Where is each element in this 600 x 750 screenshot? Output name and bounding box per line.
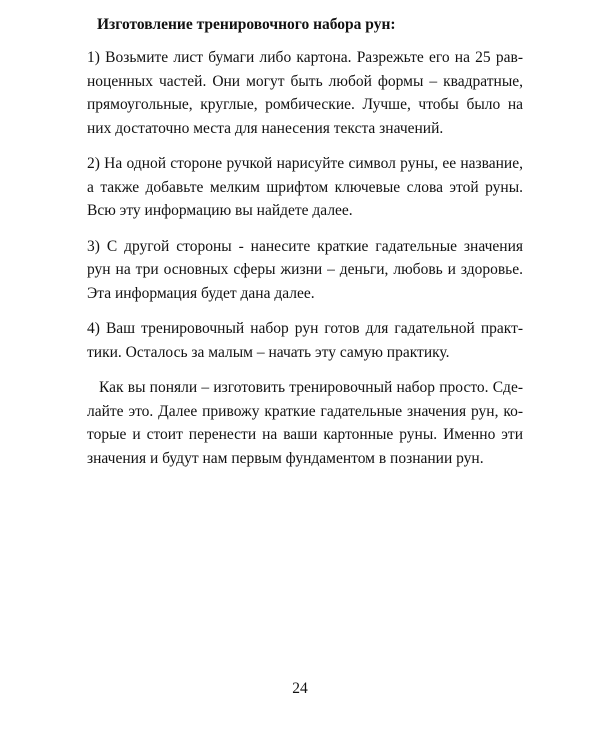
- text-line: Эта информация будет дана далее.: [87, 284, 315, 302]
- text-line: тики. Осталось за малым – начать эту самую практику.: [87, 343, 450, 361]
- paragraph-conclusion: [87, 376, 523, 470]
- text-line: лайте это. Далее привожу краткие гадательные значения рун, ко-: [87, 402, 523, 420]
- text-line: прямоугольные, круглые, ромбические. Лучше, чтобы было на: [87, 96, 523, 113]
- paragraph-step-2: [87, 152, 523, 223]
- text-line: Всю эту информацию вы найдете далее.: [87, 202, 353, 219]
- page-content: [87, 14, 523, 482]
- text-line: Как вы поняли – изготовить тренировочный набор просто. Сде-: [99, 379, 523, 396]
- text-line: рун на три основных сферы жизни – деньги, любовь и здоровье.: [87, 261, 523, 278]
- text-line: 2) На одной стороне ручкой нарисуйте символ руны, ее название,: [87, 155, 523, 172]
- text-line: 4) Ваш тренировочный набор рун готов для гадательной практ-: [87, 320, 523, 337]
- text-line: а также добавьте мелким шрифтом ключевые слова этой руны.: [87, 178, 523, 196]
- page-number: 24: [292, 680, 308, 697]
- text-line: них достаточно места для нанесения текста значений.: [87, 119, 444, 137]
- text-line: ноценных частей. Они могут быть любой формы – квадратные,: [87, 72, 523, 90]
- paragraph-step-1: [87, 46, 523, 140]
- section-heading: Изготовление тренировочного набора рун:: [97, 16, 396, 33]
- paragraph-step-3: [87, 235, 523, 306]
- text-line: 3) С другой стороны - нанесите краткие гадательные значения: [87, 237, 523, 255]
- text-line: торые и стоит перенести на ваши картонные руны. Именно эти: [87, 426, 523, 443]
- text-line: 1) Возьмите лист бумаги либо картона. Разрежьте его на 25 рав-: [87, 49, 523, 66]
- text-line: значения и будут нам первым фундаментом в познании рун.: [87, 449, 484, 467]
- paragraph-step-4: [87, 317, 523, 364]
